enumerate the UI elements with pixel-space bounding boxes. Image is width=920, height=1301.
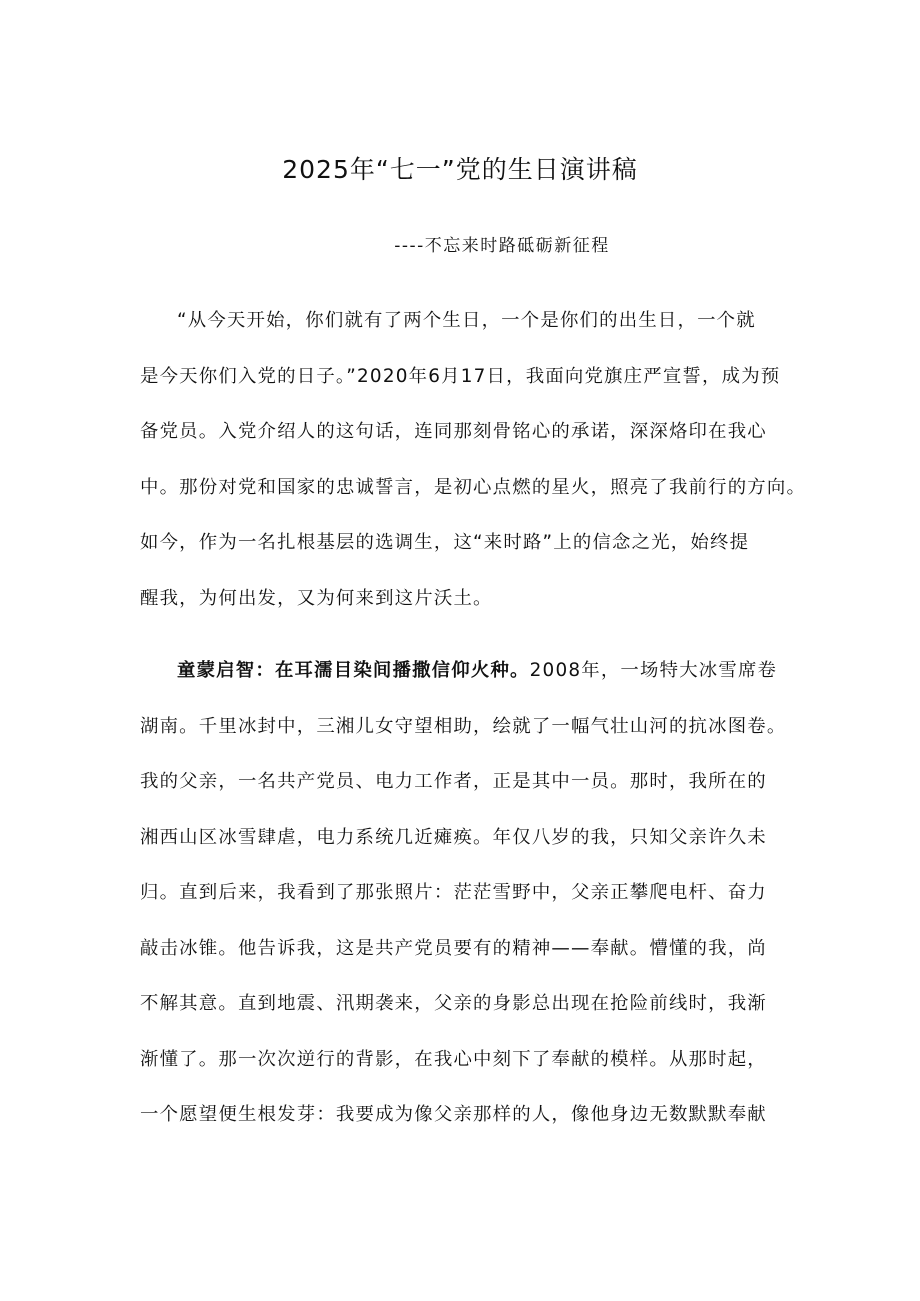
text-line: 归。直到后来，我看到了那张照片：茫茫雪野中，父亲正攀爬电杆、奋力 (140, 882, 767, 903)
paragraph-heading: 童蒙启智：在耳濡目染间播撒信仰火种。 (177, 660, 530, 681)
paragraph-1 (140, 305, 807, 638)
text-line: 敲击冰锥。他告诉我，这是共产党员要有的精神——奉献。懵懂的我，尚 (140, 937, 767, 959)
text-line: 如今，作为一名扎根基层的选调生，这“来时路”上的信念之光，始终提 (140, 532, 750, 553)
text-line: 我的父亲，一名共产党员、电力工作者，正是其中一员。那时，我所在的 (140, 771, 767, 792)
text-line: 中。那份对党和国家的忠诚誓言，是初心点燃的星火，照亮了我前行的方向。 (140, 476, 807, 498)
text-line: 醒我，为何出发，又为何来到这片沃土。 (140, 587, 493, 609)
text-line: 是今天你们入党的日子。”2020年6月17日，我面向党旗庄严宣誓，成为预 (140, 365, 781, 387)
paragraph-2 (140, 655, 785, 1155)
text-line: 备党员。入党介绍人的这句话，连同那刻骨铭心的承诺，深深烙印在我心 (140, 421, 767, 442)
document-subtitle: ----不忘来时路砥砺新征程 (394, 236, 610, 256)
text-line (140, 655, 785, 711)
text-line: “从今天开始，你们就有了两个生日，一个是你们的出生日，一个就 (177, 310, 756, 331)
text-run: 2008年，一场特大冰雪席卷 (529, 660, 778, 681)
text-line: 不解其意。直到地震、汛期袭来，父亲的身影总出现在抢险前线时，我渐 (140, 993, 767, 1014)
text-line: 渐懂了。那一次次逆行的背影，在我心中刻下了奉献的模样。从那时起， (140, 1048, 767, 1070)
text-line: 湘西山区冰雪肆虐，电力系统几近瘫痪。年仅八岁的我，只知父亲许久未 (140, 826, 767, 848)
text-line: 湖南。千里冰封中，三湘儿女守望相助，绘就了一幅气壮山河的抗冰图卷。 (140, 715, 787, 737)
text-line: 一个愿望便生根发芽：我要成为像父亲那样的人，像他身边无数默默奉献 (140, 1104, 767, 1125)
document-title: 2025年“七一”党的生日演讲稿 (282, 155, 638, 184)
